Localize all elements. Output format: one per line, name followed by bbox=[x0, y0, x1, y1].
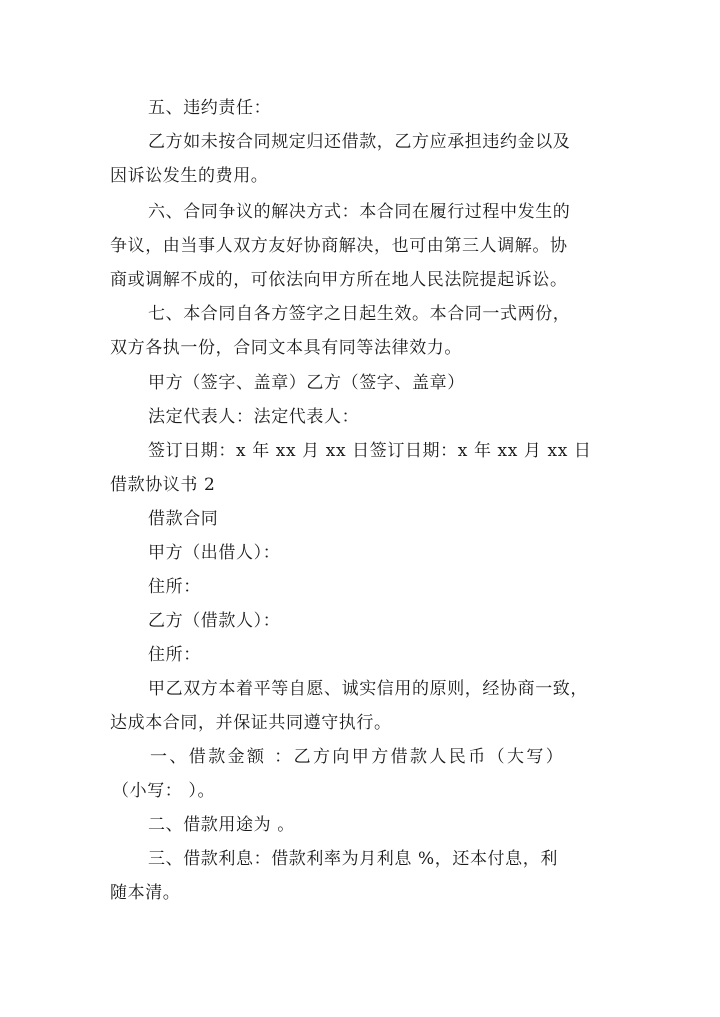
section-six-line: 六、合同争议的解决方式：本合同在履行过程中发生的 bbox=[148, 202, 571, 222]
agreement-intro-line: 甲乙双方本着平等自愿、诚实信用的原则，经协商一致， bbox=[148, 679, 588, 699]
loan-interest-line: 三、借款利息：借款利率为月利息 %，还本付息，利 bbox=[148, 849, 558, 869]
paragraph-line: 商或调解不成的，可依法向甲方所在地人民法院提起诉讼。 bbox=[110, 270, 568, 290]
lender-address-label: 住所： bbox=[148, 577, 201, 597]
loan-amount-small-line: （小写： ）。 bbox=[112, 781, 216, 801]
loan-purpose-line: 二、借款用途为 。 bbox=[148, 815, 295, 835]
paragraph-line: 双方各执一份，合同文本具有同等法律效力。 bbox=[110, 338, 462, 358]
paragraph-line: 乙方如未按合同规定归还借款，乙方应承担违约金以及 bbox=[148, 132, 571, 152]
document-subtitle: 借款协议书 2 bbox=[110, 475, 216, 495]
loan-amount-line: 一、借款金额 ：乙方向甲方借款人民币（大写） bbox=[150, 747, 566, 767]
representative-line: 法定代表人：法定代表人： bbox=[148, 407, 360, 427]
paragraph-line: 随本清。 bbox=[110, 883, 181, 903]
lender-label: 甲方（出借人）： bbox=[148, 543, 281, 563]
borrower-label: 乙方（借款人）： bbox=[148, 611, 281, 631]
paragraph-line: 因诉讼发生的费用。 bbox=[110, 166, 269, 186]
section-five-heading: 五、违约责任： bbox=[148, 98, 272, 118]
paragraph-line: 达成本合同，并保证共同遵守执行。 bbox=[110, 713, 392, 733]
signing-date-line: 签订日期：x 年 xx 月 xx 日签订日期：x 年 xx 月 xx 日 bbox=[148, 441, 592, 461]
signature-line: 甲方（签字、盖章）乙方（签字、盖章） bbox=[148, 373, 465, 393]
contract-title: 借款合同 bbox=[148, 509, 219, 529]
borrower-address-label: 住所： bbox=[148, 645, 201, 665]
section-seven-line: 七、本合同自各方签字之日起生效。本合同一式两份， bbox=[148, 304, 571, 324]
paragraph-line: 争议，由当事人双方友好协商解决，也可由第三人调解。协 bbox=[110, 236, 568, 256]
